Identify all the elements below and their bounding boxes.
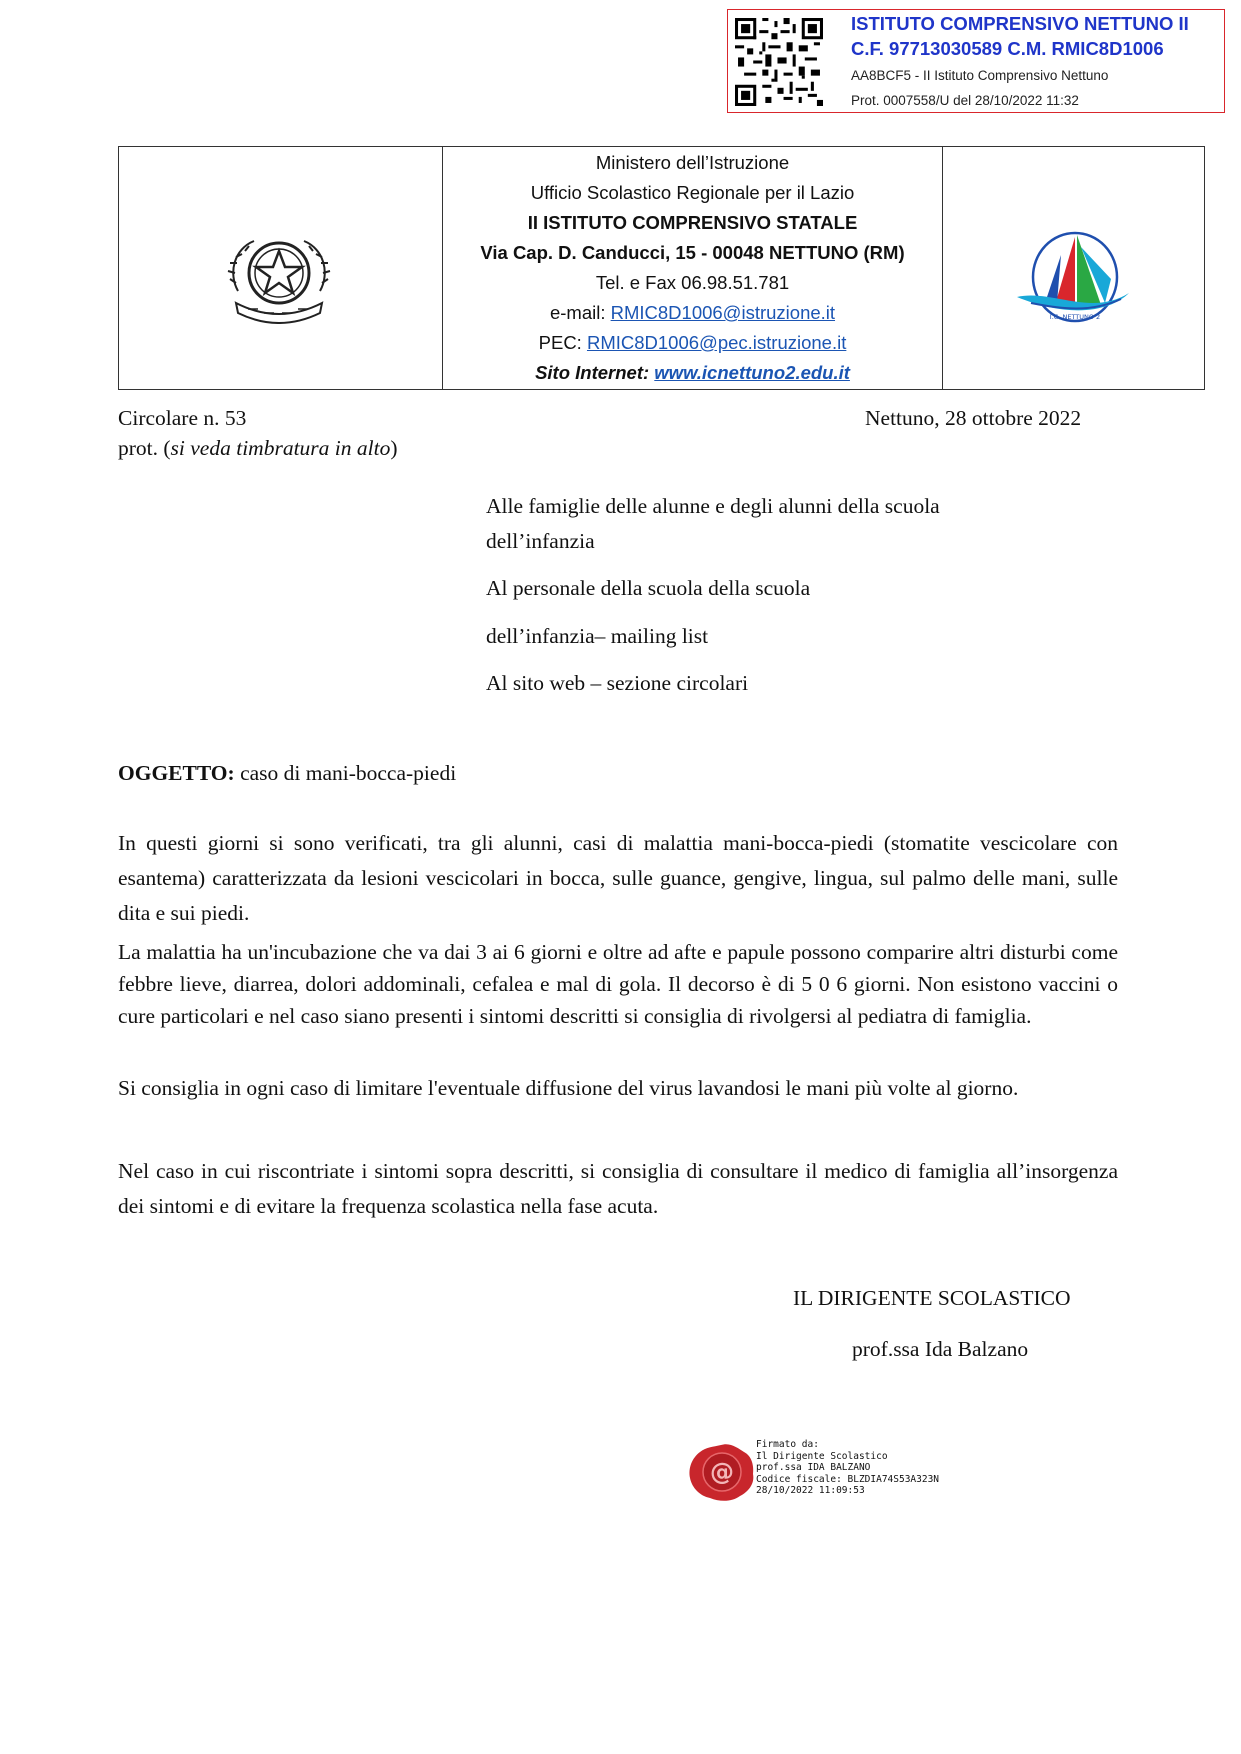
school-phone: Tel. e Fax 06.98.51.781 xyxy=(595,272,790,293)
stamp-aoo: AA8BCF5 - II Istituto Comprensivo Nettuno xyxy=(851,68,1109,83)
digital-signature-details xyxy=(756,1439,939,1497)
school-name: II ISTITUTO COMPRENSIVO STATALE xyxy=(527,212,858,233)
regional-office: Ufficio Scolastico Regionale per il Lazio xyxy=(530,182,855,203)
website-label: Sito Internet: xyxy=(535,362,655,383)
prot-prefix: prot. ( xyxy=(118,436,171,460)
email-line xyxy=(443,298,942,328)
svg-text:@: @ xyxy=(710,1458,734,1486)
protocol-reference xyxy=(118,432,398,464)
email-link[interactable]: RMIC8D1006@istruzione.it xyxy=(610,302,836,323)
email-label: e-mail: xyxy=(549,302,611,323)
qr-code-icon xyxy=(735,18,823,106)
recipient-line: Alle famiglie delle alunne e degli alunni della scuola xyxy=(486,494,940,518)
signature-detail-line: Il Dirigente Scolastico xyxy=(756,1450,888,1462)
recipient-line: Al sito web – sezione circolari xyxy=(486,671,749,695)
signature-title: IL DIRIGENTE SCOLASTICO xyxy=(793,1286,1071,1310)
letterhead xyxy=(118,146,1205,390)
subject-label: OGGETTO: xyxy=(118,761,235,785)
pec-link[interactable]: RMIC8D1006@pec.istruzione.it xyxy=(586,332,847,353)
pec-line xyxy=(443,328,942,358)
signature-detail-line: Firmato da: xyxy=(756,1439,819,1450)
digital-signature-seal-icon xyxy=(686,1442,756,1502)
body-paragraph: In questi giorni si sono verificati, tra gli alunni, casi di malattia mani-bocca-piedi (stomatite vescicolare con esantema) caratterizzata da lesioni vescicolari in bocca, sulle guance, gengive, lingua, sul palmo delle mani, sulle dita e sui piedi. xyxy=(118,831,1118,925)
signature-detail-line: Codice fiscale: BLZDIA74S53A323N xyxy=(756,1473,940,1485)
prot-italic: si veda timbratura in alto xyxy=(170,436,391,460)
ministry-name: Ministero dell’Istruzione xyxy=(595,152,790,173)
letterhead-logo-cell xyxy=(942,147,1205,389)
signature-name: prof.ssa Ida Balzano xyxy=(852,1337,1029,1361)
signature-detail-line: 28/10/2022 11:09:53 xyxy=(756,1485,865,1496)
pec-label: PEC: xyxy=(538,332,587,353)
recipient-line: dell’infanzia xyxy=(486,529,595,553)
stamp-school-name: ISTITUTO COMPRENSIVO NETTUNO II xyxy=(851,13,1189,34)
stamp-fiscal-code: C.F. 97713030589 C.M. RMIC8D1006 xyxy=(851,38,1164,59)
school-logo-icon xyxy=(1011,227,1136,332)
place-date: Nettuno, 28 ottobre 2022 xyxy=(865,406,1082,430)
body-paragraph: Si consiglia in ogni caso di limitare l'eventuale diffusione del virus lavandosi le mani più volte al giorno. xyxy=(118,1076,1019,1100)
letterhead-text xyxy=(443,147,942,390)
protocol-stamp xyxy=(727,9,1225,113)
subject-line xyxy=(118,757,456,789)
body-paragraph: La malattia ha un'incubazione che va dai 3 ai 6 giorni e oltre ad afte e papule possono comparire altri disturbi come febbre lieve, diarrea, dolori addominali, cefalea e mal di gola. Il decorso è di 5 0 6 giorni. Non esistono vaccini o cure particolari e nel caso siano presenti i sintomi descritti si consiglia di rivolgersi al pediatra di famiglia. xyxy=(118,940,1118,1028)
italian-republic-emblem-icon xyxy=(224,229,334,324)
circular-number: Circolare n. 53 xyxy=(118,406,247,430)
website-link[interactable]: www.icnettuno2.edu.it xyxy=(654,362,850,383)
signature-detail-line: prof.ssa IDA BALZANO xyxy=(756,1462,871,1473)
body-paragraph: Nel caso in cui riscontriate i sintomi sopra descritti, si consiglia di consultare il medico di famiglia all’insorgenza dei sintomi e di evitare la frequenza scolastica nella fase acuta. xyxy=(118,1159,1118,1218)
recipient-line: Al personale della scuola della scuola xyxy=(486,576,811,600)
letterhead-emblem-cell xyxy=(119,147,443,389)
stamp-protocol-number: Prot. 0007558/U del 28/10/2022 11:32 xyxy=(851,93,1079,108)
website-line xyxy=(443,358,942,388)
logo-caption: I.C. NETTUNO 2 xyxy=(1049,313,1101,321)
recipient-line: dell’infanzia– mailing list xyxy=(486,624,709,648)
subject-text: caso di mani-bocca-piedi xyxy=(234,761,457,785)
prot-suffix: ) xyxy=(390,436,398,460)
school-address: Via Cap. D. Canducci, 15 - 00048 NETTUNO (RM) xyxy=(480,242,905,263)
